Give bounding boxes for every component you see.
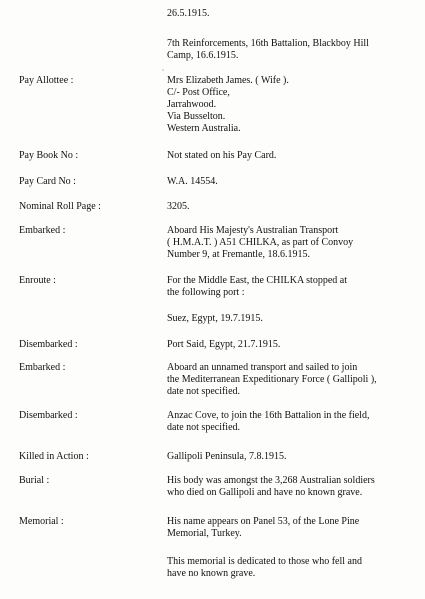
memorial-value: His name appears on Panel 53, of the Lone Pine Memorial, Turkey.: [167, 516, 360, 539]
enroute-port-value: Suez, Egypt, 19.7.1915.: [167, 313, 263, 324]
memorial-label: Memorial :: [19, 516, 64, 527]
enlistment-date-value: 26.5.1915.: [167, 8, 210, 19]
disembarked-value: Port Said, Egypt, 21.7.1915.: [167, 339, 281, 350]
killed-in-action-label: Killed in Action :: [19, 451, 89, 462]
burial-value: His body was amongst the 3,268 Australian soldiers who died on Gallipoli and have no known grave.: [167, 475, 375, 498]
pay-allottee-value: Mrs Elizabeth James. ( Wife ). C/- Post Office, Jarrahwood. Via Busselton. Western Australia.: [167, 75, 289, 134]
nominal-roll-page-value: 3205.: [167, 201, 190, 212]
disembarked-second-label: Disembarked :: [19, 410, 78, 421]
scan-speck: [162, 69, 164, 71]
disembarked-label: Disembarked :: [19, 339, 78, 350]
pay-book-no-value: Not stated on his Pay Card.: [167, 150, 277, 161]
killed-in-action-value: Gallipoli Peninsula, 7.8.1915.: [167, 451, 287, 462]
embarked-value: Aboard His Majesty's Australian Transport ( H.M.A.T. ) A51 CHILKA, as part of Convoy Number 9, at Fremantle, 18.6.1915.: [167, 225, 354, 260]
enroute-value: For the Middle East, the CHILKA stopped at the following port :: [167, 275, 347, 298]
disembarked-second-value: Anzac Cove, to join the 16th Battalion in the field, date not specified.: [167, 410, 370, 433]
enroute-label: Enroute :: [19, 275, 56, 286]
unit-value: 7th Reinforcements, 16th Battalion, Blackboy Hill Camp, 16.6.1915.: [167, 38, 369, 61]
pay-card-no-label: Pay Card No :: [19, 176, 76, 187]
nominal-roll-page-label: Nominal Roll Page :: [19, 201, 101, 212]
embarked-second-value: Aboard an unnamed transport and sailed to join the Mediterranean Expeditionary Force ( Gallipoli ), date not specified.: [167, 362, 377, 397]
pay-book-no-label: Pay Book No :: [19, 150, 79, 161]
embarked-label: Embarked :: [19, 225, 66, 236]
pay-card-no-value: W.A. 14554.: [167, 176, 218, 187]
pay-allottee-label: Pay Allottee :: [19, 75, 74, 86]
embarked-second-label: Embarked :: [19, 362, 66, 373]
burial-label: Burial :: [19, 475, 50, 486]
memorial-dedication-value: This memorial is dedicated to those who fell and have no known grave.: [167, 556, 362, 579]
